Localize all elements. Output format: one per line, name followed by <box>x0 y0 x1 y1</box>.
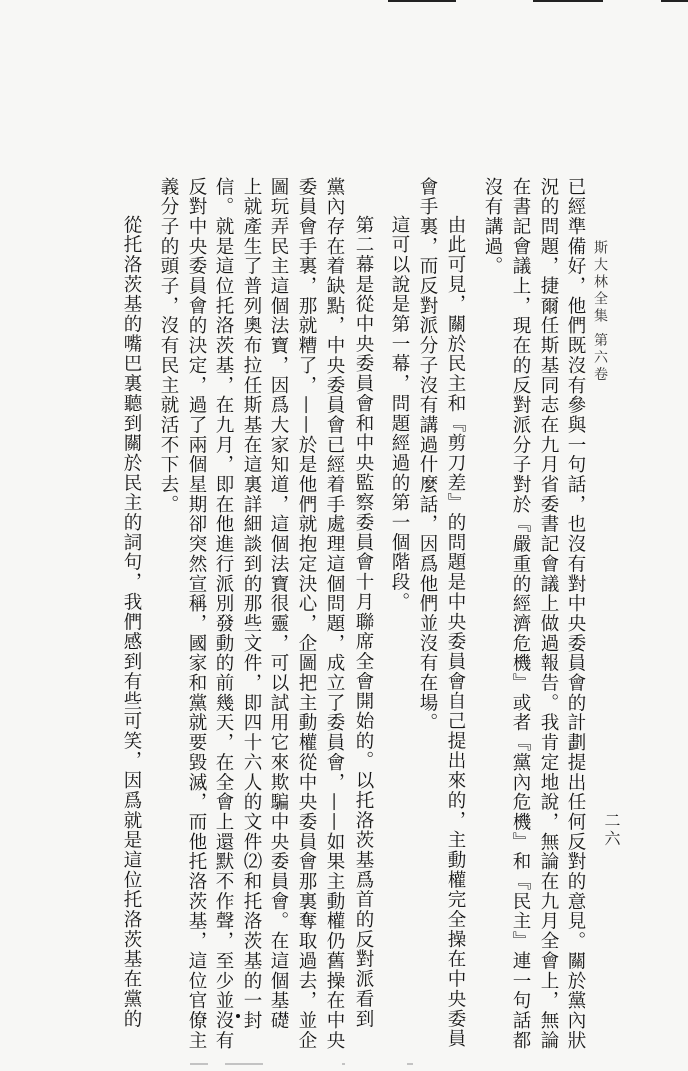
text-column-13: 信。就是這位托洛茨基，在九月，即在他進行派別發動的前幾天，在全會上還默不作聲，至少並沒有 <box>213 177 234 1051</box>
bottom-smudge <box>190 1063 208 1065</box>
bottom-smudge <box>407 1063 413 1065</box>
top-edge-rule <box>388 0 456 2</box>
text-column-3: 在書記會議上，現在的反對派分子對於『嚴重的經濟危機』或者『黨內危機』和『民主』連一句話都 <box>510 177 531 1051</box>
text-column-8: 第二幕是從中央委員會和中央監察委員會十月聯席全會開始的。以托洛茨基爲首的反對派看到 <box>353 215 374 1029</box>
text-column-16: 從托洛茨基的嘴巴裏聽到關於民主的詞句，我們感到有些可笑，因爲就是這位托洛茨基在黨的 <box>121 215 142 1029</box>
text-column-5: 由此可見，關於民主和『剪刀差』的問題是中央委員會自己提出來的，主動權完全操在中央委員 <box>445 215 466 1049</box>
text-column-9: 黨內存在着缺點，中央委員會已經着手處理這個問題，成立了委員會，——如果主動權仍舊操在中央 <box>324 177 345 1051</box>
text-column-10: 委員會手裏，那就糟了，——於是他們就抱定決心，企圖把主動權從中央委員會那裏奪取過去，並企 <box>296 177 317 1051</box>
text-column-15: 義分子的頭子，沒有民主就活不下去。 <box>158 177 179 515</box>
text-column-12: 上就產生了普列奧布拉任斯基在這裏詳細談到的那些文件，即四十六人的文件⑵和托洛茨基的一封 <box>241 177 262 1031</box>
text-column-7: 這可以說是第一幕，問題經過的第一個階段。 <box>389 215 410 612</box>
top-edge-rule <box>533 0 603 2</box>
top-edge-rule <box>661 0 688 2</box>
print-speck <box>236 1014 240 1018</box>
running-header: 斯大林全集 第六卷 <box>592 240 608 384</box>
text-column-14: 反對中央委員會的決定，過了兩個星期卻突然宣稱，國家和黨就要毀滅，而他托洛茨基，這位官僚主 <box>186 177 207 1051</box>
text-column-1: 已經準備好，他們既沒有參與一句話，也沒有對中央委員會的計劃提出任何反對的意見。關於黨內狀 <box>565 177 586 1051</box>
bottom-smudge <box>225 1063 263 1065</box>
text-column-2: 況的問題，捷爾任斯基同志在九月省委書記會議上做過報告。我肯定地說，無論在九月全會上，無論 <box>538 177 559 1051</box>
text-column-11: 圖玩弄民主這個法寶，因爲大家知道，這個法寶很靈，可以試用它來欺騙中央委員會。在這個基礎 <box>268 177 289 1031</box>
text-column-4: 沒有講過。 <box>482 177 503 277</box>
page-number: 二六 <box>602 812 621 848</box>
text-column-6: 會手裏，而反對派分子沒有講過什麼話，因爲他們並沒有在場。 <box>417 177 438 733</box>
bottom-smudge <box>342 1063 345 1065</box>
